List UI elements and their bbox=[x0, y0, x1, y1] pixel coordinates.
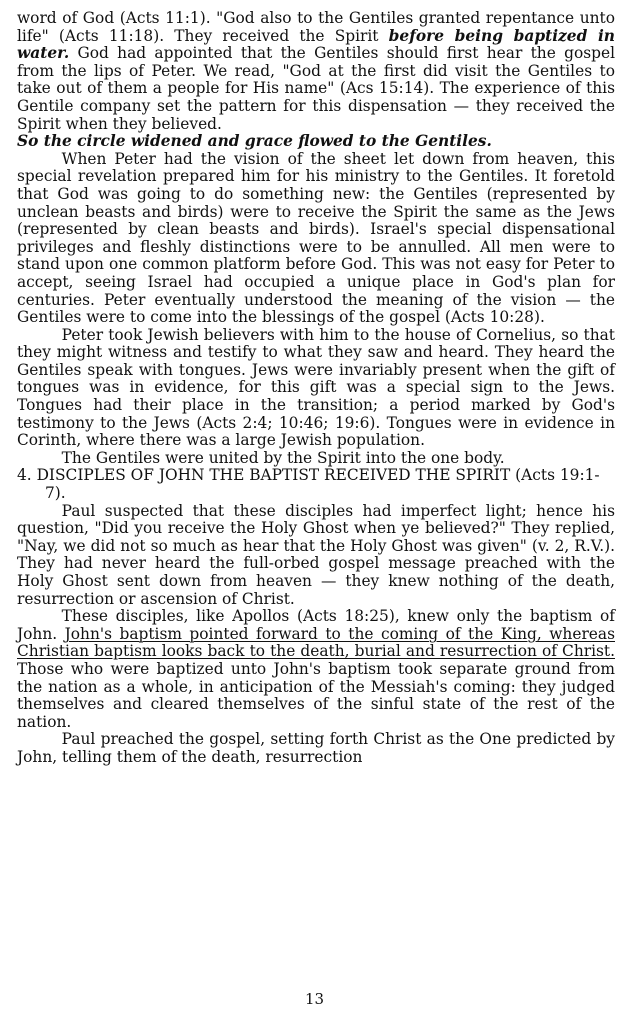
page-body bbox=[17, 10, 615, 767]
paragraph-5: The Gentiles were united by the Spirit into the one body. bbox=[61, 448, 505, 467]
paragraph-7-text-c: Those who were baptized unto John's baptism took separate ground from the nation as a whole, in anticipation of the Messiah's coming: they judged themselves and cleared themselves of the sinful state of the rest of the nation. bbox=[17, 659, 615, 731]
paragraph-1 bbox=[17, 10, 615, 133]
paragraph-7-underlined: John's baptism pointed forward to the coming of the King, whereas Christian baptism looks back to the death, burial and resurrection of Christ. bbox=[17, 624, 615, 661]
paragraph-8: Paul preached the gospel, setting forth Christ as the One predicted by John, telling them of the death, resurrection bbox=[17, 730, 615, 766]
paragraph-7 bbox=[17, 608, 615, 731]
section-heading: 4. DISCIPLES OF JOHN THE BAPTIST RECEIVED THE SPIRIT (Acts 19:1-7). bbox=[17, 466, 600, 503]
paragraph-1-text-c: God had appointed that the Gentiles should first hear the gospel from the lips of Peter. We read, "God at the first did visit the Gentiles to take out of them a people for His name" (Acs 15:14). The experience of this Gentile company set the pattern for this dispensation — they received the Spirit when they believed. bbox=[17, 44, 615, 133]
paragraph-1-emphasis: before being baptized in water. bbox=[17, 26, 615, 63]
paragraph-7-text-a: These disciples, like Apollos (Acts 18:25), knew only the baptism of John. bbox=[17, 607, 615, 643]
paragraph-4: Peter took Jewish believers with him to the house of Cornelius, so that they might witness and testify to what they saw and heard. They heard the Gentiles speak with tongues. Jews were invariably present when the gift of tongues was in evidence, for this gift was a special sign to the Jews. Tongues had their place in the transition; a period marked by God's testimony to the Jews (Acts 2:4; 10:46; 19:6). Tongues were in evidence in Corinth, where there was a large Jewish population. bbox=[17, 325, 615, 450]
page-number: 13 bbox=[304, 990, 325, 1008]
paragraph-2-italic: So the circle widened and grace flowed to the Gentiles. bbox=[17, 132, 492, 151]
paragraph-3: When Peter had the vision of the sheet let down from heaven, this special revelation prepared him for his ministry to the Gentiles. It foretold that God was going to do something new: the Gentiles (represented by unclean beasts and birds) were to receive the Spirit the same as the Jews (represented by clean beasts and birds). Israel's special dispensational privileges and fleshly distinctions were to be annulled. All men were to stand upon one common platform before God. This was not easy for Peter to accept, seeing Israel had occupied a unique place in God's plan for centuries. Peter eventually understood the meaning of the vision — the Gentiles were to come into the blessings of the gospel (Acts 10:28). bbox=[17, 149, 615, 327]
paragraph-6: Paul suspected that these disciples had imperfect light; hence his question, "Did you receive the Holy Ghost when ye believed?" They replied, "Nay, we did not so much as hear that the Holy Ghost was given" (v. 2, R.V.). They had never heard the full-orbed gospel message preached with the Holy Ghost sent down from heaven — they knew nothing of the death, resurrection or ascension of Christ. bbox=[17, 501, 615, 608]
paragraph-1-text-a: word of God (Acts 11:1). "God also to the Gentiles granted repentance unto life" (Acts 11:18). They received the Spirit bbox=[17, 9, 615, 45]
